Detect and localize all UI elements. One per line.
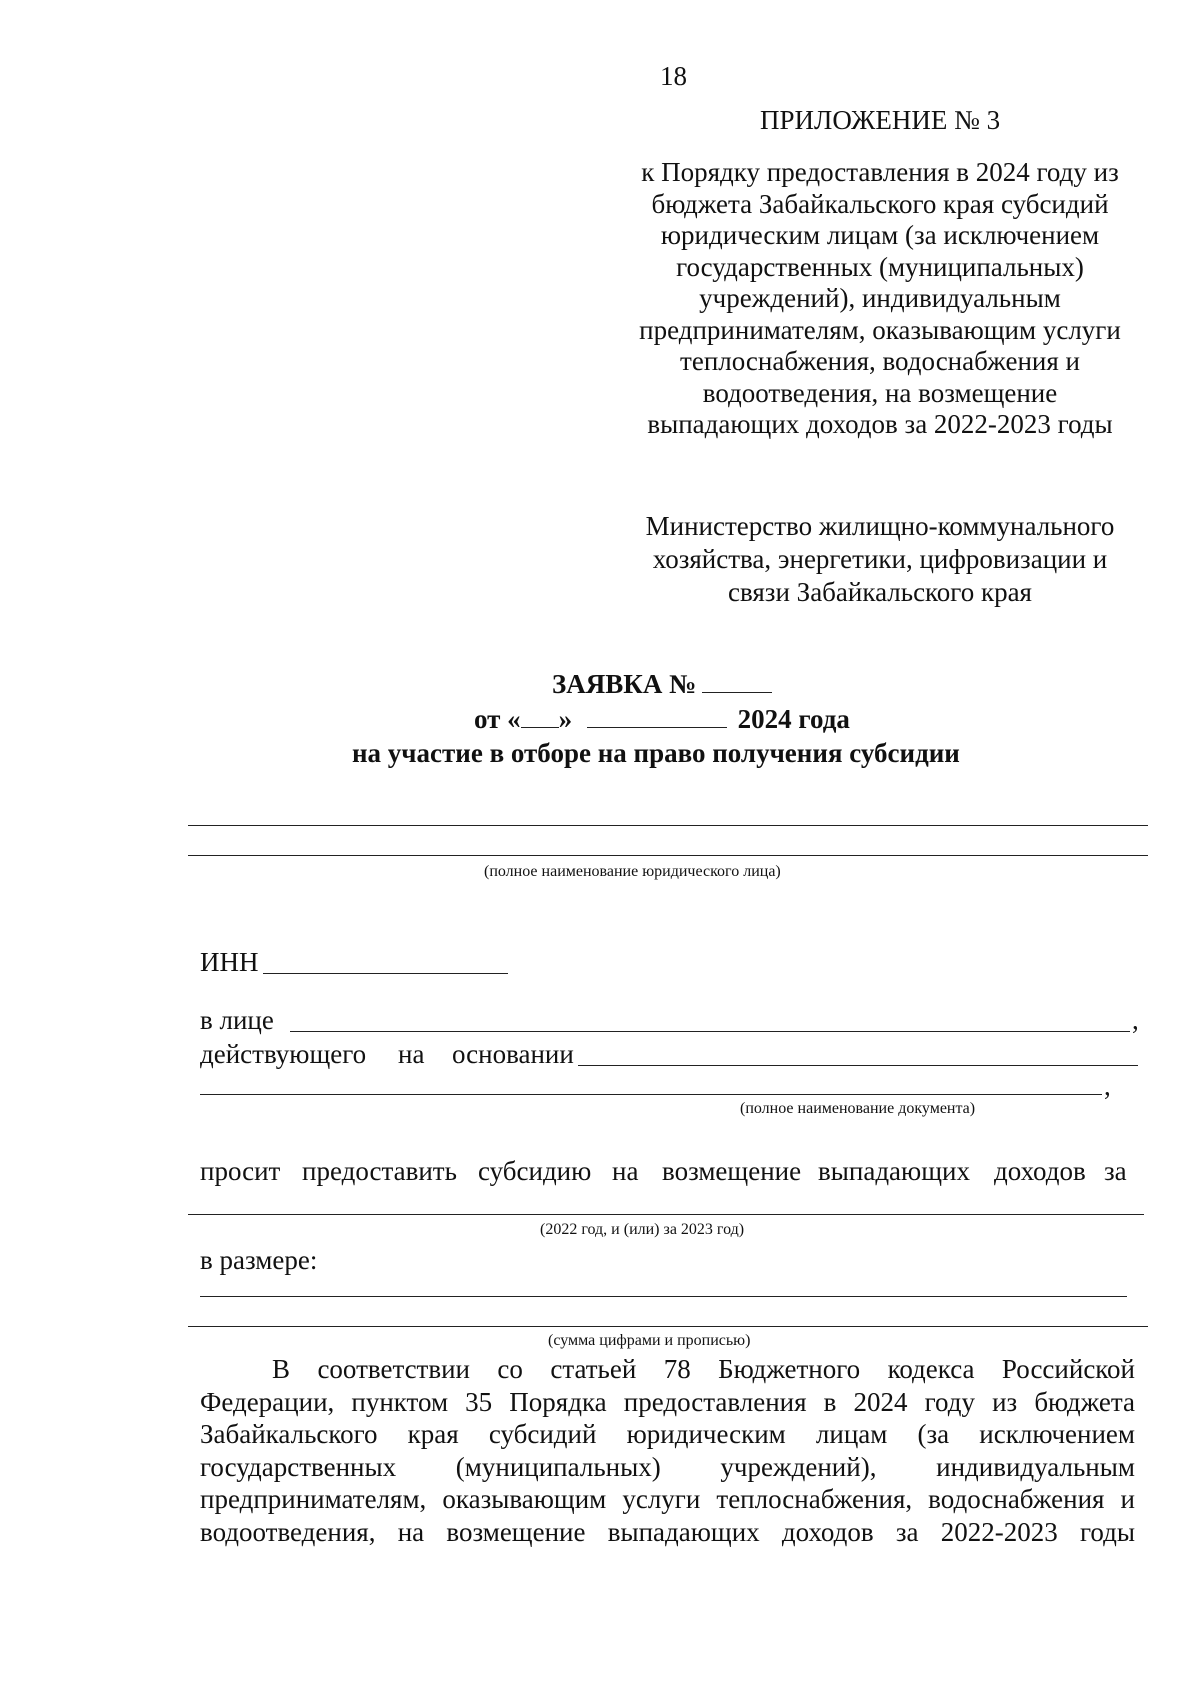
amount-caption: (сумма цифрами и прописью) xyxy=(548,1332,751,1349)
amount-field-2[interactable] xyxy=(188,1326,1148,1327)
date-prefix: от « xyxy=(474,704,521,734)
represented-by-label: в лице xyxy=(200,1005,274,1035)
appendix-title: ПРИЛОЖЕНИЕ № 3 xyxy=(760,105,1001,135)
request-word: доходов xyxy=(994,1156,1086,1186)
appendix-line: предпринимателям, оказывающим услуги xyxy=(639,314,1121,345)
acting-label-2: на xyxy=(398,1039,425,1069)
basis-field-1[interactable] xyxy=(578,1065,1138,1066)
inn-field[interactable] xyxy=(263,973,508,974)
paragraph-line: Забайкальского края субсидий юридическим лицам (за исключением xyxy=(200,1419,1135,1449)
addressee-line: хозяйства, энергетики, цифровизации и xyxy=(652,544,1108,574)
appendix-reference xyxy=(620,157,1140,441)
addressee-block xyxy=(620,510,1140,609)
legal-name-caption: (полное наименование юридического лица) xyxy=(484,863,781,880)
amount-field-1[interactable] xyxy=(200,1296,1127,1297)
date-year: 2024 года xyxy=(737,704,850,734)
represented-by-field[interactable] xyxy=(290,1031,1130,1032)
application-date xyxy=(474,703,850,735)
appendix-line: выпадающих доходов за 2022-2023 годы xyxy=(647,409,1113,439)
acting-label-1: действующего xyxy=(200,1039,367,1069)
amount-label: в размере: xyxy=(200,1245,318,1275)
appendix-line: бюджета Забайкальского края субсидий xyxy=(651,188,1109,219)
application-subtitle: на участие в отборе на право получения субсидии xyxy=(352,738,960,768)
date-month-field[interactable] xyxy=(587,707,727,728)
request-word: субсидию xyxy=(478,1156,592,1186)
appendix-line: водоотведения, на возмещение xyxy=(702,377,1058,408)
addressee-line: связи Забайкальского края xyxy=(728,577,1032,607)
appendix-line: государственных (муниципальных) xyxy=(676,251,1084,282)
date-day-field[interactable] xyxy=(521,707,559,728)
years-caption: (2022 год, и (или) за 2023 год) xyxy=(540,1221,745,1238)
request-word: возмещение xyxy=(662,1156,802,1186)
inn-label: ИНН xyxy=(200,947,259,977)
basis-field-2[interactable] xyxy=(200,1094,1102,1095)
request-word: просит xyxy=(200,1156,281,1186)
paragraph-line: Федерации, пунктом 35 Порядка предоставления в 2024 году из бюджета xyxy=(200,1386,1135,1417)
addressee-line: Министерство жилищно-коммунального xyxy=(645,511,1115,541)
date-mid: » xyxy=(558,704,573,734)
comma-2: , xyxy=(1104,1071,1111,1101)
document-caption: (полное наименование документа) xyxy=(740,1100,976,1117)
request-word: предоставить xyxy=(302,1156,457,1186)
application-title xyxy=(552,668,772,700)
application-title-text: ЗАЯВКА № xyxy=(552,669,697,699)
page-number: 18 xyxy=(660,61,687,91)
paragraph-line: предпринимателям, оказывающим услуги теплоснабжения, водоснабжения и xyxy=(200,1484,1135,1514)
comma-1: , xyxy=(1132,1005,1139,1035)
request-word: за xyxy=(1104,1156,1127,1186)
appendix-line: юридическим лицам (за исключением xyxy=(660,220,1100,250)
application-number-field[interactable] xyxy=(702,672,772,693)
years-field[interactable] xyxy=(188,1214,1144,1215)
acting-label-3: основании xyxy=(452,1039,574,1069)
body-paragraph xyxy=(200,1353,1135,1548)
appendix-line: учреждений), индивидуальным xyxy=(699,283,1061,313)
paragraph-line: водоотведения, на возмещение выпадающих доходов за 2022-2023 годы xyxy=(200,1516,1135,1547)
appendix-line: к Порядку предоставления в 2024 году из xyxy=(641,157,1119,187)
paragraph-line: государственных (муниципальных) учреждений), индивидуальным xyxy=(200,1451,1135,1482)
request-word: на xyxy=(612,1156,639,1186)
legal-name-line-2[interactable] xyxy=(188,855,1148,856)
appendix-line: теплоснабжения, водоснабжения и xyxy=(680,346,1080,376)
paragraph-line: В соответствии со статьей 78 Бюджетного кодекса Российской xyxy=(272,1354,1135,1384)
request-word: выпадающих xyxy=(818,1156,970,1186)
legal-name-line-1[interactable] xyxy=(188,825,1148,826)
